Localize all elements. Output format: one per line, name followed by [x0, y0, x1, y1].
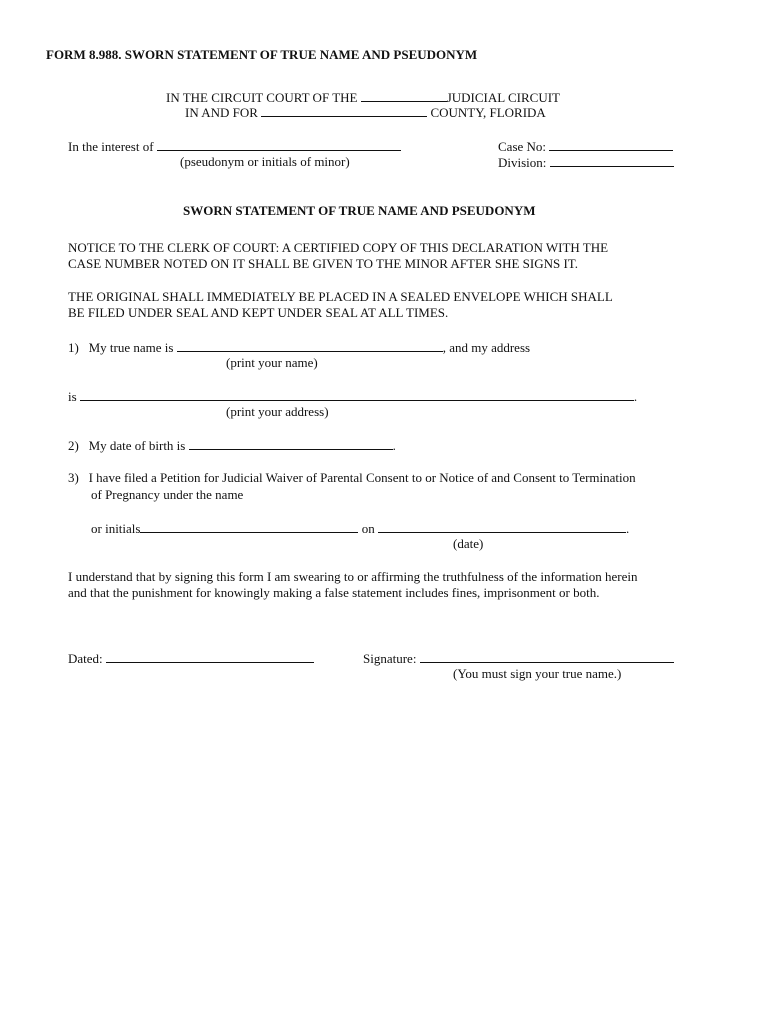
is-label: is [68, 389, 77, 404]
document-title: SWORN STATEMENT OF TRUE NAME AND PSEUDONYM [183, 203, 536, 218]
original-line-2: BE FILED UNDER SEAL AND KEPT UNDER SEAL AT ALL TIMES. [68, 305, 449, 320]
division-line [498, 154, 674, 171]
true-name-label: My true name is [88, 340, 174, 355]
court-prefix: IN THE CIRCUIT COURT OF THE [166, 90, 358, 105]
item-3-line-2: of Pregnancy under the name [91, 487, 244, 502]
court-line-2 [185, 104, 546, 121]
division-label: Division: [498, 155, 547, 170]
court-suffix: JUDICIAL CIRCUIT [446, 90, 560, 105]
filing-date-field[interactable] [378, 520, 626, 533]
on-label: on [361, 521, 375, 536]
case-no-label: Case No: [498, 139, 547, 154]
division-field[interactable] [550, 154, 674, 167]
understand-line-2: and that the punishment for knowingly making a false statement includes fines, imprisonment or both. [68, 585, 600, 600]
petition-text: I have filed a Petition for Judicial Waiver of Parental Consent to or Notice of and Consent to Termination [88, 470, 636, 485]
initials-period: . [625, 521, 630, 536]
dated-field[interactable] [106, 650, 314, 663]
signature-field[interactable] [420, 650, 674, 663]
initials-label: or initials [91, 521, 141, 536]
county-field[interactable] [261, 104, 427, 117]
address-hint: (print your address) [226, 404, 329, 419]
notice-line-2: CASE NUMBER NOTED ON IT SHALL BE GIVEN TO THE MINOR AFTER SHE SIGNS IT. [68, 256, 579, 271]
county-prefix: IN AND FOR [185, 105, 258, 120]
interest-label: In the interest of [68, 139, 154, 154]
true-name-field[interactable] [177, 339, 443, 352]
signature-line [363, 650, 674, 667]
dated-label: Dated: [68, 651, 103, 666]
address-field[interactable] [80, 388, 634, 401]
understand-line-1: I understand that by signing this form I am swearing to or affirming the truthfulness of the information herein [68, 569, 638, 584]
case-no-field[interactable] [549, 138, 673, 151]
county-suffix: COUNTY, FLORIDA [430, 105, 546, 120]
item-3-line-1 [68, 470, 636, 486]
minor-pseudonym-field[interactable] [157, 138, 401, 151]
judicial-circuit-field[interactable] [361, 89, 447, 102]
name-hint: (print your name) [226, 355, 318, 370]
notice-line-1: NOTICE TO THE CLERK OF COURT: A CERTIFIED COPY OF THIS DECLARATION WITH THE [68, 240, 609, 255]
signature-label: Signature: [363, 651, 417, 666]
interest-line [68, 138, 401, 155]
form-header: FORM 8.988. SWORN STATEMENT OF TRUE NAME AND PSEUDONYM [46, 47, 478, 62]
address-line [68, 388, 637, 405]
dob-field[interactable] [189, 437, 393, 450]
case-no-line [498, 138, 673, 155]
dob-label: My date of birth is [88, 438, 186, 453]
dated-line [68, 650, 314, 667]
dob-period: . [392, 438, 396, 453]
item-1-line [68, 339, 530, 356]
item-2-line [68, 437, 396, 454]
initials-field[interactable] [140, 520, 358, 533]
date-hint: (date) [453, 536, 484, 551]
initials-line [91, 520, 629, 537]
interest-hint: (pseudonym or initials of minor) [180, 154, 350, 169]
address-lead: , and my address [442, 340, 531, 355]
item-2-number: 2) [68, 438, 79, 453]
item-1-number: 1) [68, 340, 79, 355]
original-line-1: THE ORIGINAL SHALL IMMEDIATELY BE PLACED IN A SEALED ENVELOPE WHICH SHALL [68, 289, 613, 304]
address-period: . [633, 389, 638, 404]
signature-hint: (You must sign your true name.) [453, 666, 622, 681]
item-3-number: 3) [68, 470, 79, 485]
